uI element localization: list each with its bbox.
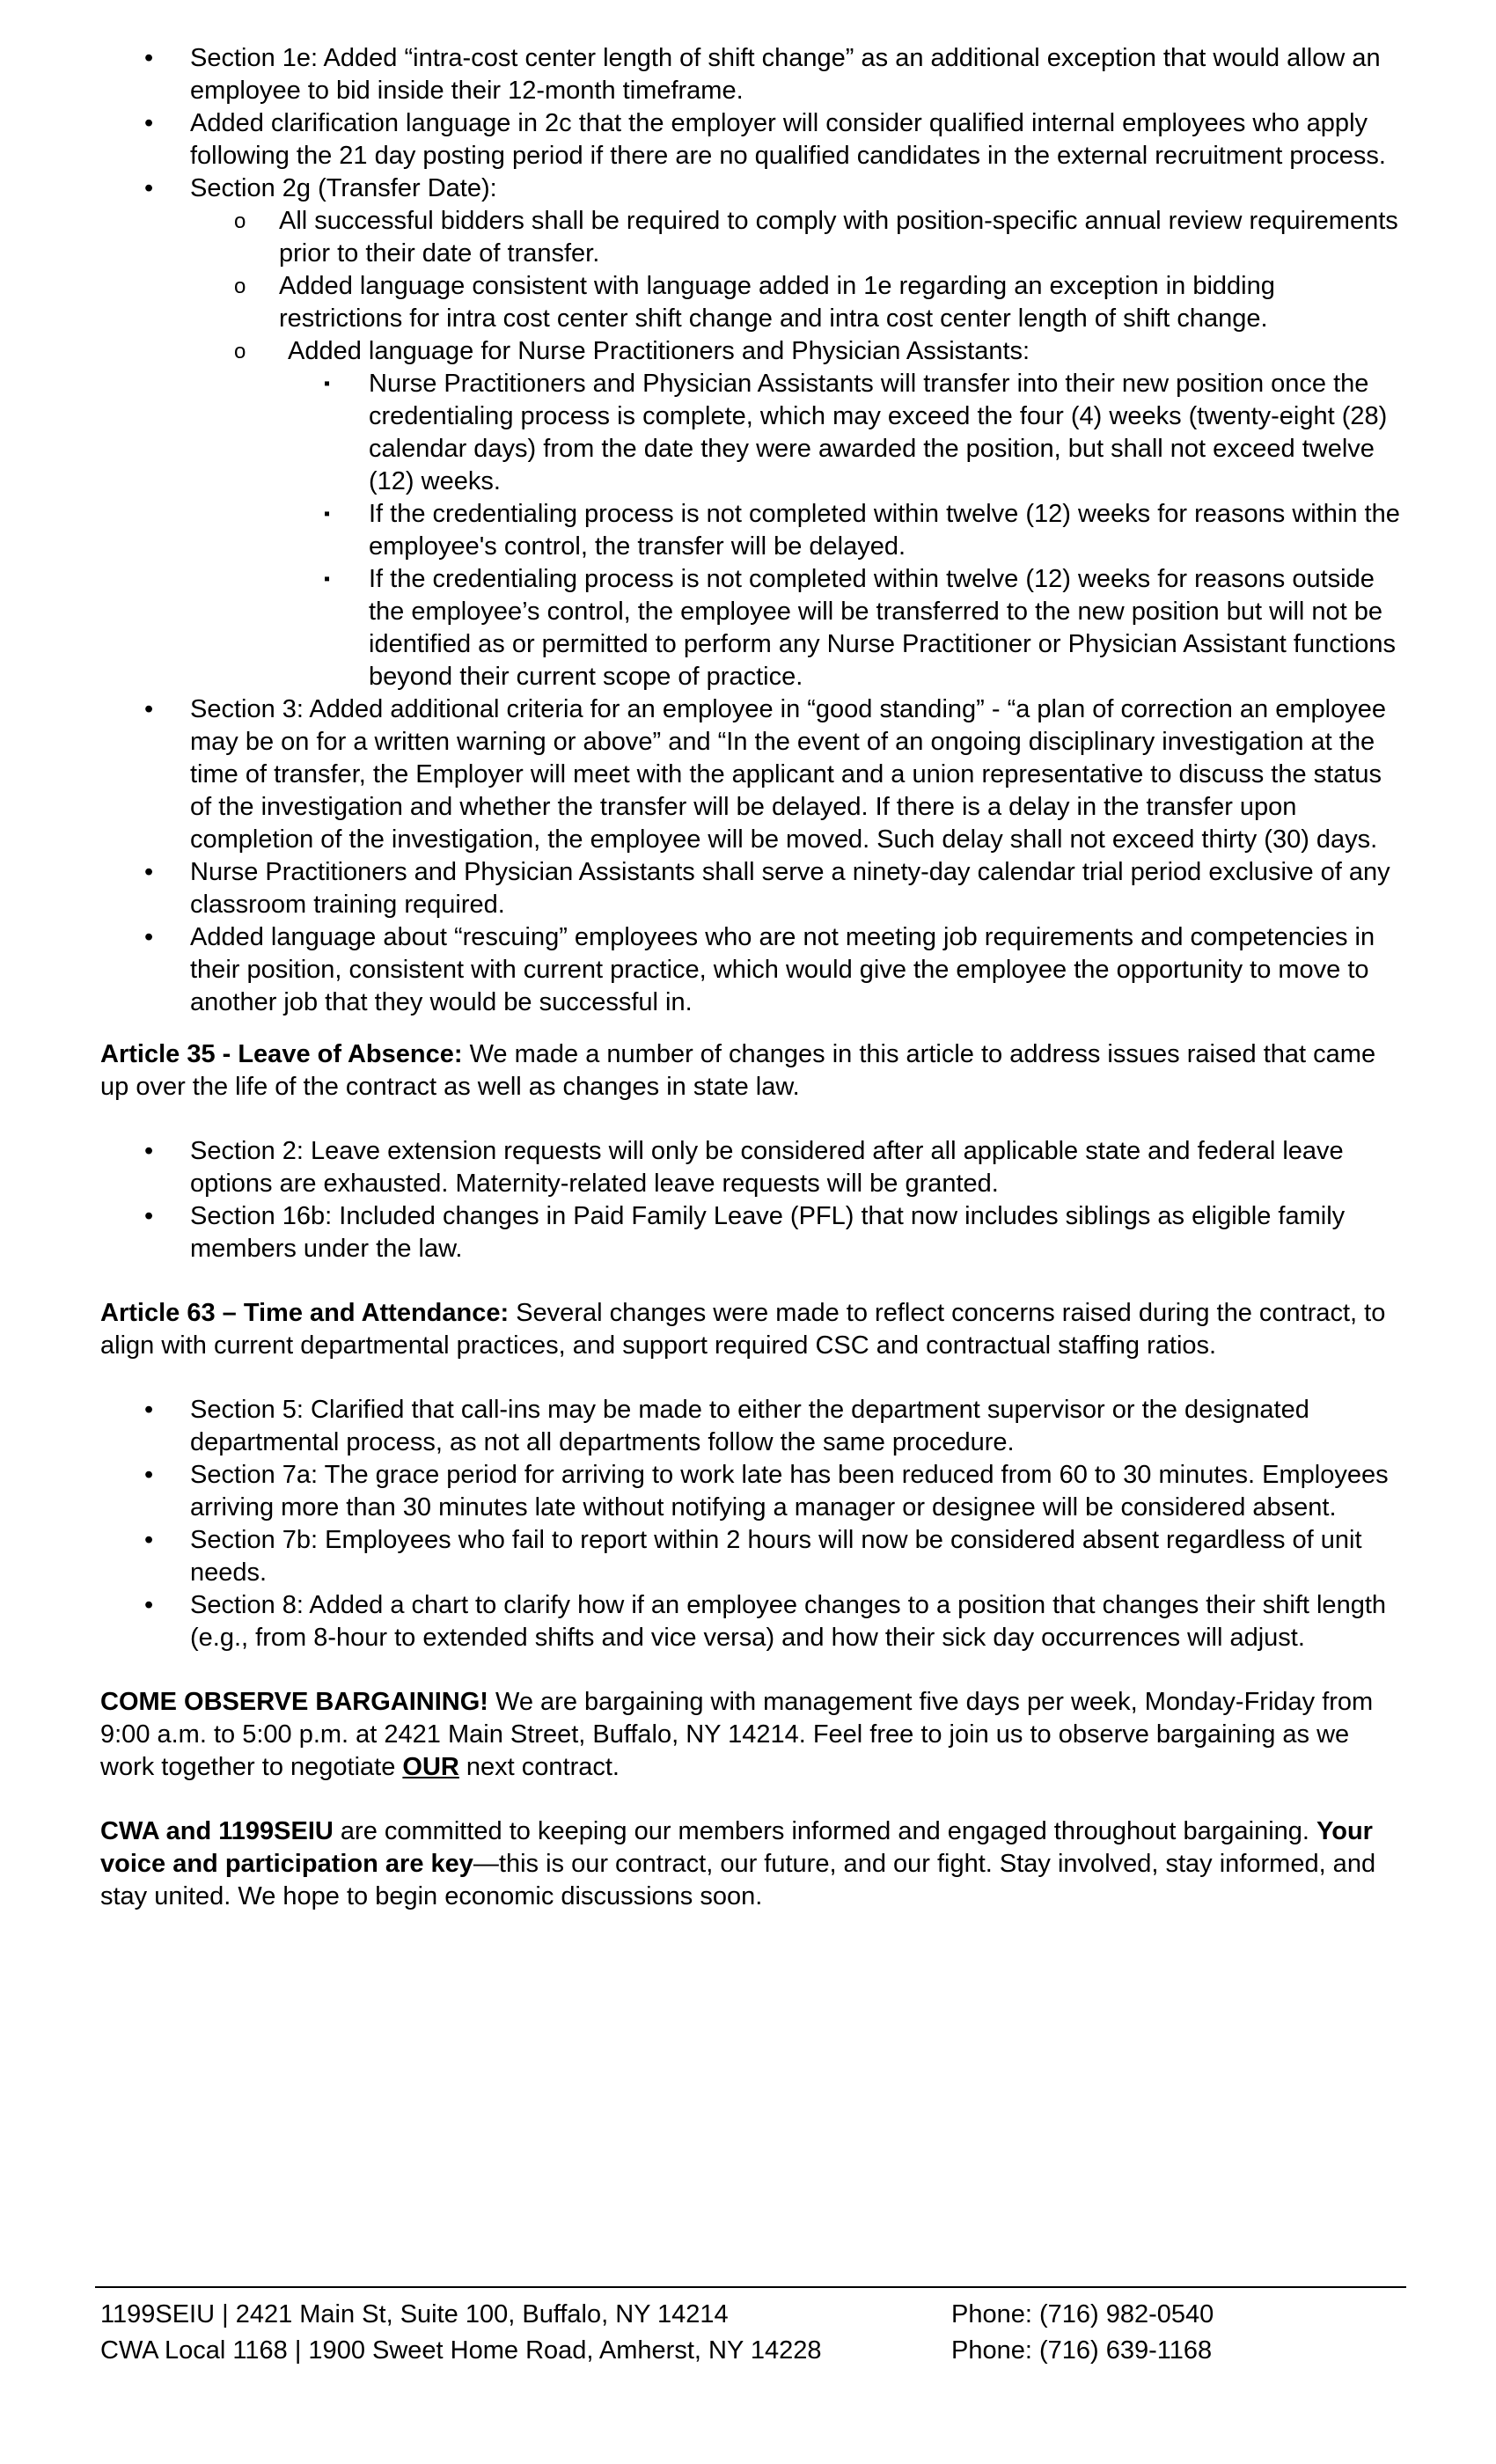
circle-bullet-icon: o — [234, 275, 246, 298]
list-item: • Section 2g (Transfer Date): — [100, 172, 1403, 205]
footer-row-cwa — [100, 2333, 1403, 2369]
list-item: • Section 5: Clarified that call-ins may be made to either the department supervisor or the designated departmental process, as not all departments follow the same procedure. — [144, 1396, 1309, 1456]
bullet-icon: • — [144, 923, 154, 951]
list-item: • Section 1e: Added “intra-cost center length of shift change” as an additional exception that would allow an employee to bid inside their 12-month timeframe. — [144, 44, 1381, 105]
list-item: • Section 7b: Employees who fail to report within 2 hours will now be considered absent regardless of unit needs. — [144, 1526, 1362, 1587]
article-63-heading: Article 63 – Time and Attendance: — [100, 1299, 510, 1327]
square-bullet-icon: ▪ — [324, 374, 331, 393]
document-body — [100, 42, 1403, 1913]
observe-bargaining-paragraph: COME OBSERVE BARGAINING! We are bargaining with management five days per week, Monday-Friday from 9:00 a.m. to 5:00 p.m. at 2421 Main Street, Buffalo, NY 14214. Feel free to join us to observe bargaining as we work together to negotiate OUR next contract. — [100, 1688, 1374, 1781]
bullet-icon: • — [144, 1202, 154, 1230]
list-item: • Nurse Practitioners and Physician Assistants shall serve a ninety-day calendar trial period exclusive of any classroom training required. — [144, 858, 1390, 919]
square-bullet-icon: ▪ — [324, 504, 331, 524]
sub-sub-list-item: ▪ If the credentialing process is not completed within twelve (12) weeks for reasons within the employee's control, the transfer will be delayed. — [324, 500, 1400, 561]
list-item: • Added clarification language in 2c that the employer will consider qualified internal employees who apply following the 21 day posting period if there are no qualified candidates in the external recruitment process. — [144, 109, 1386, 170]
sub-list-item: o Added language for Nurse Practitioners and Physician Assistants: — [100, 335, 1403, 368]
bullet-icon: • — [144, 109, 154, 137]
bullet-icon: • — [144, 1137, 154, 1165]
sub-sub-list-item: ▪ If the credentialing process is not completed within twelve (12) weeks for reasons outside the employee’s control, the employee will be transferred to the new position but will not be identified as or permitted to perform any Nurse Practitioner or Physician Assistant functions beyond their current scope of practice. — [324, 565, 1396, 691]
bullet-icon: • — [144, 1396, 154, 1424]
our-emphasis: OUR — [402, 1753, 459, 1781]
sub-list-item: o All successful bidders shall be required to comply with position-specific annual review requirements prior to their date of transfer. — [234, 207, 1398, 268]
closing-lead: CWA and 1199SEIU — [100, 1817, 334, 1845]
article-63-intro: Article 63 – Time and Attendance: Several changes were made to reflect concerns raised during the contract, to align with current departmental practices, and support required CSC and contractual staffing ratios. — [100, 1299, 1386, 1360]
footer-phone-1199seiu: Phone: (716) 982-0540 — [951, 2300, 1214, 2328]
article-35-intro: Article 35 - Leave of Absence: We made a number of changes in this article to address issues raised that came up over the life of the contract as well as changes in state law. — [100, 1040, 1376, 1101]
footer — [100, 2297, 1403, 2369]
footer-divider — [95, 2286, 1406, 2288]
bullet-icon: • — [144, 1526, 154, 1554]
closing-paragraph: CWA and 1199SEIU are committed to keeping our members informed and engaged throughout bargaining. Your voice and participation are key—this is our contract, our future, and our fight. Stay involved, stay informed, and stay united. We hope to begin economic discussions soon. — [100, 1817, 1376, 1910]
footer-address-1199seiu: 1199SEIU | 2421 Main St, Suite 100, Buffalo, NY 14214 — [100, 2300, 729, 2328]
footer-row-1199seiu — [100, 2297, 1403, 2333]
circle-bullet-icon: o — [234, 340, 246, 363]
bullet-icon: • — [144, 1591, 154, 1619]
list-item: • Section 7a: The grace period for arriving to work late has been reduced from 60 to 30 minutes. Employees arriving more than 30 minutes late without notifying a manager or designee will be considered absent. — [144, 1461, 1389, 1522]
bullet-icon: • — [144, 174, 154, 202]
article-35-heading: Article 35 - Leave of Absence: — [100, 1040, 463, 1068]
list-item: • Section 16b: Included changes in Paid Family Leave (PFL) that now includes siblings as eligible family members under the law. — [144, 1202, 1346, 1263]
sub-list-item: o Added language consistent with language added in 1e regarding an exception in bidding restrictions for intra cost center shift change and intra cost center length of shift change. — [234, 272, 1275, 333]
bullet-icon: • — [144, 44, 154, 72]
square-bullet-icon: ▪ — [324, 569, 331, 589]
list-item: • Section 2: Leave extension requests will only be considered after all applicable state and federal leave options are exhausted. Maternity-related leave requests will be granted. — [144, 1137, 1344, 1198]
sub-sub-list-item: ▪ Nurse Practitioners and Physician Assistants will transfer into their new position once the credentialing process is complete, which may exceed the four (4) weeks (twenty-eight (28) calendar days) from the date they were awarded the position, but shall not exceed twelve (12) weeks. — [324, 370, 1388, 495]
closing-key-phrase: Your voice and participation are key — [100, 1817, 1373, 1878]
bullet-icon: • — [144, 1461, 154, 1489]
bullet-icon: • — [144, 858, 154, 886]
article-63-list — [100, 1394, 1403, 1654]
list-item: • Section 3: Added additional criteria for an employee in “good standing” - “a plan of correction an employee may be on for a written warning or above” and “In the event of an ongoing disciplinary investigation at the time of transfer, the Employer will meet with the applicant and a union representative to discuss the status of the investigation and whether the transfer will be delayed. If there is a delay in the transfer upon completion of the investigation, the employee will be moved. Such delay shall not exceed thirty (30) days. — [144, 695, 1386, 854]
footer-address-cwa: CWA Local 1168 | 1900 Sweet Home Road, Amherst, NY 14228 — [100, 2336, 822, 2365]
list-item: • Added language about “rescuing” employees who are not meeting job requirements and competencies in their position, consistent with current practice, which would give the employee the opportunity to move to another job that they would be successful in. — [144, 923, 1375, 1016]
circle-bullet-icon: o — [234, 209, 246, 233]
article-35-list — [100, 1135, 1403, 1265]
observe-bargaining-heading: COME OBSERVE BARGAINING! — [100, 1688, 488, 1716]
bidding-changes-list — [100, 42, 1403, 1019]
footer-phone-cwa: Phone: (716) 639-1168 — [951, 2336, 1213, 2365]
list-item: • Section 8: Added a chart to clarify how if an employee changes to a position that changes their shift length (e.g., from 8-hour to extended shifts and vice versa) and how their sick day occurrences will adjust. — [144, 1591, 1387, 1652]
bullet-icon: • — [144, 695, 154, 723]
